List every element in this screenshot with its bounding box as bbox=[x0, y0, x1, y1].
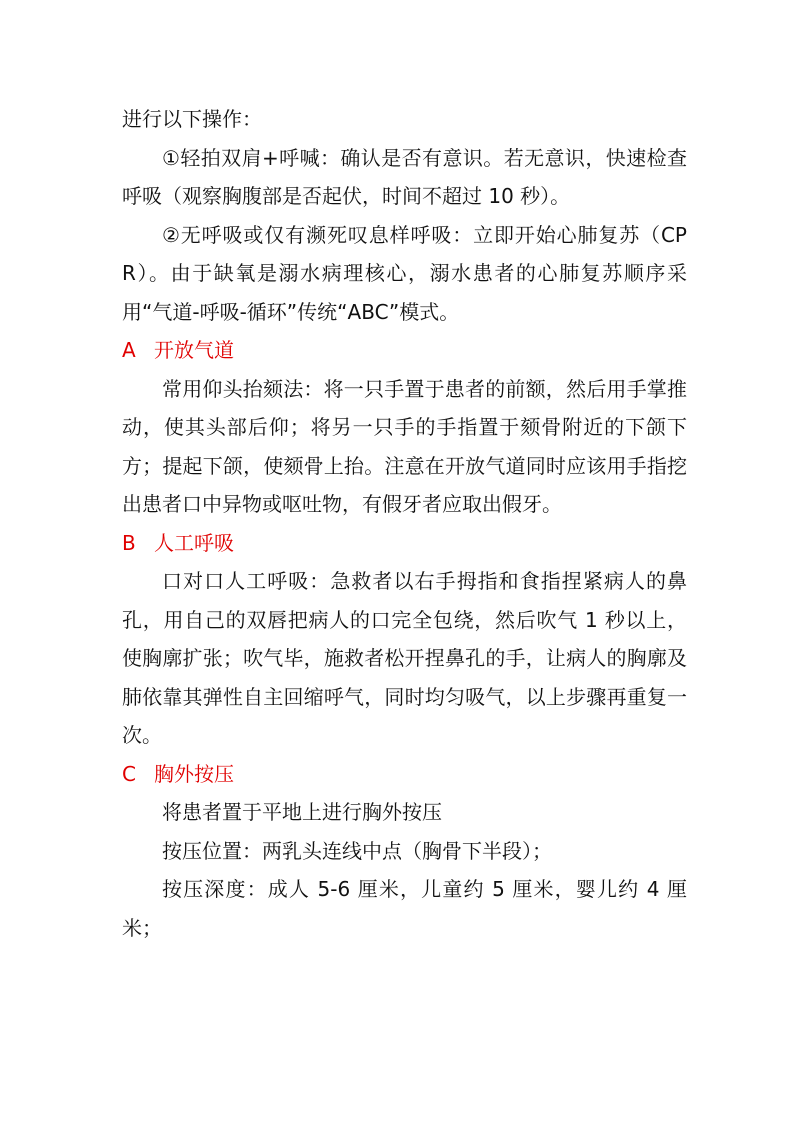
section-heading-a bbox=[122, 331, 687, 370]
paragraph-step-1: ①轻拍双肩+呼喊：确认是否有意识。若无意识，快速检查呼吸（观察胸腹部是否起伏，时间不超过 10 秒）。 bbox=[122, 145, 687, 208]
section-heading-title: 胸外按压 bbox=[154, 761, 234, 786]
section-heading-title: 人工呼吸 bbox=[154, 530, 234, 555]
paragraph-compression-intro: 将患者置于平地上进行胸外按压 bbox=[162, 800, 442, 824]
section-heading-c bbox=[122, 755, 687, 794]
paragraph-airway: 常用仰头抬颏法：将一只手置于患者的前额，然后用手掌推动，使其头部后仰；将另一只手的手指置于颏骨附近的下颌下方；提起下颌，使颏骨上抬。注意在开放气道同时应该用手指挖出患者口中异物或呕吐物，有假牙者应取出假牙。 bbox=[122, 376, 687, 516]
section-heading-letter: B bbox=[122, 530, 136, 555]
section-heading-title: 开放气道 bbox=[154, 338, 234, 362]
section-heading-letter: A bbox=[122, 338, 136, 362]
section-heading-letter: C bbox=[122, 761, 136, 786]
paragraph-compression-depth: 按压深度：成人 5-6 厘米，儿童约 5 厘米，婴儿约 4 厘米； bbox=[122, 877, 687, 940]
paragraph-intro: 进行以下操作： bbox=[122, 107, 262, 131]
section-heading-b bbox=[122, 524, 687, 563]
document-body bbox=[122, 100, 687, 947]
paragraph-compression-position: 按压位置：两乳头连线中点（胸骨下半段）； bbox=[162, 838, 552, 863]
paragraph-breathing: 口对口人工呼吸：急救者以右手拇指和食指捏紧病人的鼻孔，用自己的双唇把病人的口完全包绕，然后吹气 1 秒以上，使胸廓扩张；吹气毕，施救者松开捏鼻孔的手，让病人的胸廓及肺依靠其弹性自主回缩呼气，同时均匀吸气，以上步骤再重复一次。 bbox=[122, 569, 687, 747]
paragraph-step-2: ②无呼吸或仅有濒死叹息样呼吸：立即开始心肺复苏（CPR）。由于缺氧是溺水病理核心，溺水患者的心肺复苏顺序采用“气道-呼吸-循环”传统“ABC”模式。 bbox=[122, 222, 687, 324]
